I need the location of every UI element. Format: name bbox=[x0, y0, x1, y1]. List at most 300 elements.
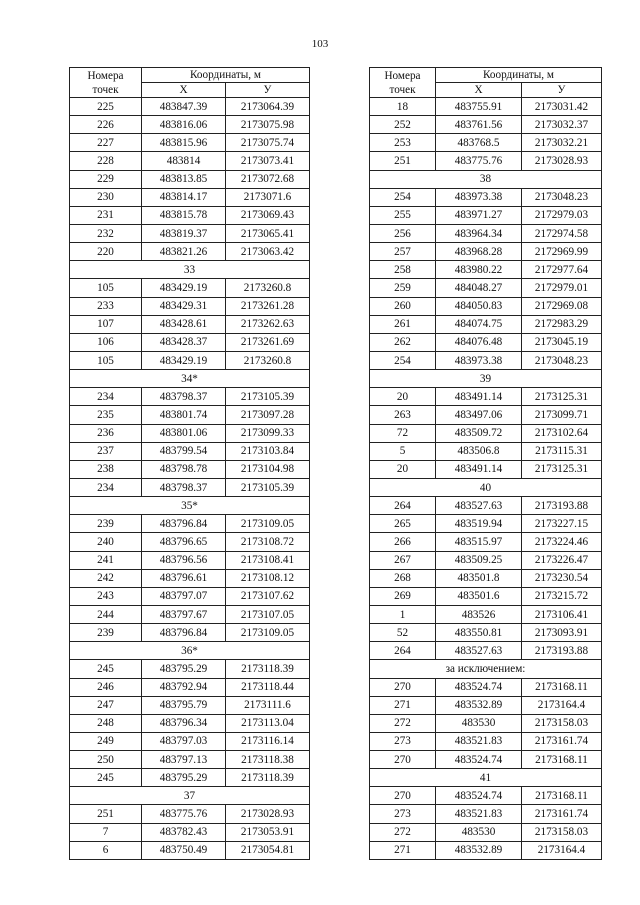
section-row bbox=[70, 370, 310, 388]
x-coordinate-cell: 483524.74 bbox=[436, 787, 522, 805]
point-number-cell: 264 bbox=[370, 497, 436, 515]
point-number-cell: 225 bbox=[70, 98, 142, 116]
table-row bbox=[370, 442, 602, 460]
point-number-cell: 229 bbox=[70, 170, 142, 188]
x-coordinate-cell: 483797.13 bbox=[142, 751, 226, 769]
table-row bbox=[70, 224, 310, 242]
x-coordinate-cell: 483797.03 bbox=[142, 732, 226, 750]
point-number-cell: 245 bbox=[70, 769, 142, 787]
y-coordinate-cell: 2173193.88 bbox=[522, 497, 602, 515]
point-number-cell: 272 bbox=[370, 714, 436, 732]
y-coordinate-cell: 2173104.98 bbox=[226, 460, 310, 478]
table-row bbox=[70, 98, 310, 116]
y-coordinate-cell: 2173224.46 bbox=[522, 533, 602, 551]
y-coordinate-cell: 2173113.04 bbox=[226, 714, 310, 732]
y-coordinate-cell: 2173118.39 bbox=[226, 769, 310, 787]
table-row bbox=[370, 224, 602, 242]
point-number-cell: 52 bbox=[370, 624, 436, 642]
table-row bbox=[70, 569, 310, 587]
y-coordinate-cell: 2173072.68 bbox=[226, 170, 310, 188]
point-number-cell: 105 bbox=[70, 351, 142, 369]
y-coordinate-cell: 2173075.98 bbox=[226, 116, 310, 134]
x-coordinate-cell: 483798.37 bbox=[142, 478, 226, 496]
y-coordinate-cell: 2173164.4 bbox=[522, 841, 602, 859]
x-header: X bbox=[142, 83, 226, 98]
y-coordinate-cell: 2173099.33 bbox=[226, 424, 310, 442]
table-row bbox=[370, 533, 602, 551]
y-coordinate-cell: 2173107.62 bbox=[226, 587, 310, 605]
table-row bbox=[70, 823, 310, 841]
y-coordinate-cell: 2173075.74 bbox=[226, 134, 310, 152]
points-header-line1: Номера bbox=[384, 69, 421, 82]
x-coordinate-cell: 483509.72 bbox=[436, 424, 522, 442]
x-coordinate-cell: 483796.65 bbox=[142, 533, 226, 551]
x-coordinate-cell: 483816.06 bbox=[142, 116, 226, 134]
x-coordinate-cell: 483501.6 bbox=[436, 587, 522, 605]
table-row bbox=[70, 170, 310, 188]
point-number-cell: 239 bbox=[70, 515, 142, 533]
x-coordinate-cell: 483550.81 bbox=[436, 624, 522, 642]
point-number-cell: 272 bbox=[370, 823, 436, 841]
point-number-cell: 273 bbox=[370, 732, 436, 750]
x-coordinate-cell: 483429.31 bbox=[142, 297, 226, 315]
table-row bbox=[370, 116, 602, 134]
y-coordinate-cell: 2173107.05 bbox=[226, 605, 310, 623]
section-label: 38 bbox=[370, 170, 602, 188]
y-coordinate-cell: 2173215.72 bbox=[522, 587, 602, 605]
y-coordinate-cell: 2173028.93 bbox=[226, 805, 310, 823]
table-row bbox=[370, 805, 602, 823]
section-label: 41 bbox=[370, 769, 602, 787]
y-coordinate-cell: 2173168.11 bbox=[522, 787, 602, 805]
point-number-cell: 261 bbox=[370, 315, 436, 333]
point-number-cell: 7 bbox=[70, 823, 142, 841]
y-coordinate-cell: 2173102.64 bbox=[522, 424, 602, 442]
y-coordinate-cell: 2172977.64 bbox=[522, 261, 602, 279]
point-number-cell: 267 bbox=[370, 551, 436, 569]
x-coordinate-cell: 483796.84 bbox=[142, 624, 226, 642]
table-row bbox=[370, 497, 602, 515]
table-row bbox=[370, 732, 602, 750]
x-coordinate-cell: 483428.61 bbox=[142, 315, 226, 333]
point-number-cell: 5 bbox=[370, 442, 436, 460]
coordinates-header: Координаты, м bbox=[436, 68, 602, 83]
table-row bbox=[70, 351, 310, 369]
table-row bbox=[70, 206, 310, 224]
x-coordinate-cell: 483795.79 bbox=[142, 696, 226, 714]
x-coordinate-cell: 483801.74 bbox=[142, 406, 226, 424]
table-row bbox=[70, 587, 310, 605]
point-number-cell: 226 bbox=[70, 116, 142, 134]
point-number-cell: 251 bbox=[70, 805, 142, 823]
table-row bbox=[70, 134, 310, 152]
point-number-cell: 18 bbox=[370, 98, 436, 116]
table-row bbox=[70, 769, 310, 787]
point-number-cell: 233 bbox=[70, 297, 142, 315]
point-number-cell: 260 bbox=[370, 297, 436, 315]
table-row bbox=[370, 333, 602, 351]
point-number-cell: 238 bbox=[70, 460, 142, 478]
y-coordinate-cell: 2173069.43 bbox=[226, 206, 310, 224]
coordinates-table-left bbox=[69, 67, 310, 860]
table-row bbox=[370, 351, 602, 369]
point-number-cell: 248 bbox=[70, 714, 142, 732]
section-label: 34* bbox=[70, 370, 310, 388]
y-coordinate-cell: 2173045.19 bbox=[522, 333, 602, 351]
y-coordinate-cell: 2173260.8 bbox=[226, 279, 310, 297]
table-row bbox=[370, 823, 602, 841]
point-number-cell: 107 bbox=[70, 315, 142, 333]
x-coordinate-cell: 483521.83 bbox=[436, 805, 522, 823]
y-coordinate-cell: 2172969.08 bbox=[522, 297, 602, 315]
section-row bbox=[70, 261, 310, 279]
point-number-cell: 265 bbox=[370, 515, 436, 533]
point-number-cell: 106 bbox=[70, 333, 142, 351]
point-number-cell: 228 bbox=[70, 152, 142, 170]
point-number-cell: 257 bbox=[370, 243, 436, 261]
point-number-cell: 235 bbox=[70, 406, 142, 424]
x-coordinate-cell: 483428.37 bbox=[142, 333, 226, 351]
y-header: У bbox=[226, 83, 310, 98]
x-coordinate-cell: 483797.67 bbox=[142, 605, 226, 623]
point-number-cell: 72 bbox=[370, 424, 436, 442]
point-number-cell: 244 bbox=[70, 605, 142, 623]
table-row bbox=[370, 714, 602, 732]
section-label: за исключением: bbox=[370, 660, 602, 678]
table-row bbox=[70, 732, 310, 750]
point-number-cell: 243 bbox=[70, 587, 142, 605]
y-coordinate-cell: 2173064.39 bbox=[226, 98, 310, 116]
point-number-cell: 241 bbox=[70, 551, 142, 569]
x-coordinate-cell: 483530 bbox=[436, 714, 522, 732]
x-coordinate-cell: 483429.19 bbox=[142, 351, 226, 369]
x-coordinate-cell: 483815.78 bbox=[142, 206, 226, 224]
y-coordinate-cell: 2173230.54 bbox=[522, 569, 602, 587]
point-number-cell: 220 bbox=[70, 243, 142, 261]
x-coordinate-cell: 483521.83 bbox=[436, 732, 522, 750]
table-row bbox=[70, 478, 310, 496]
table-row bbox=[370, 605, 602, 623]
table-row bbox=[70, 533, 310, 551]
table-row bbox=[70, 751, 310, 769]
table-row bbox=[370, 841, 602, 859]
point-number-cell: 250 bbox=[70, 751, 142, 769]
point-number-cell: 234 bbox=[70, 388, 142, 406]
section-row bbox=[370, 170, 602, 188]
point-number-cell: 230 bbox=[70, 188, 142, 206]
x-coordinate-cell: 483775.76 bbox=[142, 805, 226, 823]
table-row bbox=[370, 134, 602, 152]
section-row bbox=[70, 787, 310, 805]
y-coordinate-cell: 2172979.03 bbox=[522, 206, 602, 224]
point-number-cell: 263 bbox=[370, 406, 436, 424]
y-coordinate-cell: 2173125.31 bbox=[522, 388, 602, 406]
point-number-cell: 234 bbox=[70, 478, 142, 496]
section-row bbox=[370, 478, 602, 496]
point-number-cell: 236 bbox=[70, 424, 142, 442]
table-row bbox=[370, 515, 602, 533]
x-coordinate-cell: 483814 bbox=[142, 152, 226, 170]
table-body-left bbox=[70, 98, 310, 860]
point-number-cell: 255 bbox=[370, 206, 436, 224]
table-row bbox=[70, 551, 310, 569]
points-header bbox=[370, 68, 436, 98]
y-coordinate-cell: 2173048.23 bbox=[522, 351, 602, 369]
y-coordinate-cell: 2173226.47 bbox=[522, 551, 602, 569]
table-row bbox=[370, 751, 602, 769]
table-row bbox=[370, 388, 602, 406]
y-coordinate-cell: 2173118.38 bbox=[226, 751, 310, 769]
x-coordinate-cell: 483964.34 bbox=[436, 224, 522, 242]
table-row bbox=[70, 515, 310, 533]
table-row bbox=[70, 460, 310, 478]
y-coordinate-cell: 2173108.72 bbox=[226, 533, 310, 551]
y-coordinate-cell: 2173028.93 bbox=[522, 152, 602, 170]
point-number-cell: 1 bbox=[370, 605, 436, 623]
table-row bbox=[70, 297, 310, 315]
y-coordinate-cell: 2173109.05 bbox=[226, 624, 310, 642]
x-coordinate-cell: 483815.96 bbox=[142, 134, 226, 152]
point-number-cell: 20 bbox=[370, 388, 436, 406]
coordinates-header: Координаты, м bbox=[142, 68, 310, 83]
point-number-cell: 253 bbox=[370, 134, 436, 152]
table-row bbox=[70, 805, 310, 823]
x-coordinate-cell: 483768.5 bbox=[436, 134, 522, 152]
x-coordinate-cell: 483501.8 bbox=[436, 569, 522, 587]
y-coordinate-cell: 2173118.39 bbox=[226, 660, 310, 678]
table-row bbox=[370, 315, 602, 333]
section-row bbox=[370, 769, 602, 787]
y-coordinate-cell: 2173032.37 bbox=[522, 116, 602, 134]
y-coordinate-cell: 2173164.4 bbox=[522, 696, 602, 714]
table-row bbox=[370, 261, 602, 279]
point-number-cell: 239 bbox=[70, 624, 142, 642]
y-coordinate-cell: 2173161.74 bbox=[522, 805, 602, 823]
x-coordinate-cell: 483497.06 bbox=[436, 406, 522, 424]
y-header: У bbox=[522, 83, 602, 98]
y-coordinate-cell: 2173105.39 bbox=[226, 388, 310, 406]
y-coordinate-cell: 2173158.03 bbox=[522, 823, 602, 841]
table-row bbox=[70, 188, 310, 206]
table-row bbox=[370, 642, 602, 660]
y-coordinate-cell: 2173108.12 bbox=[226, 569, 310, 587]
x-coordinate-cell: 483526 bbox=[436, 605, 522, 623]
y-coordinate-cell: 2173065.41 bbox=[226, 224, 310, 242]
x-coordinate-cell: 483821.26 bbox=[142, 243, 226, 261]
x-coordinate-cell: 483798.78 bbox=[142, 460, 226, 478]
x-header: X bbox=[436, 83, 522, 98]
y-coordinate-cell: 2173116.14 bbox=[226, 732, 310, 750]
x-coordinate-cell: 483796.84 bbox=[142, 515, 226, 533]
x-coordinate-cell: 483799.54 bbox=[142, 442, 226, 460]
y-coordinate-cell: 2173115.31 bbox=[522, 442, 602, 460]
y-coordinate-cell: 2173168.11 bbox=[522, 678, 602, 696]
x-coordinate-cell: 483491.14 bbox=[436, 460, 522, 478]
section-label: 35* bbox=[70, 497, 310, 515]
point-number-cell: 249 bbox=[70, 732, 142, 750]
table-row bbox=[370, 678, 602, 696]
y-coordinate-cell: 2173105.39 bbox=[226, 478, 310, 496]
point-number-cell: 269 bbox=[370, 587, 436, 605]
x-coordinate-cell: 483429.19 bbox=[142, 279, 226, 297]
y-coordinate-cell: 2173168.11 bbox=[522, 751, 602, 769]
point-number-cell: 105 bbox=[70, 279, 142, 297]
y-coordinate-cell: 2173106.41 bbox=[522, 605, 602, 623]
section-label: 33 bbox=[70, 261, 310, 279]
y-coordinate-cell: 2173118.44 bbox=[226, 678, 310, 696]
point-number-cell: 252 bbox=[370, 116, 436, 134]
point-number-cell: 254 bbox=[370, 188, 436, 206]
point-number-cell: 268 bbox=[370, 569, 436, 587]
table-row bbox=[370, 460, 602, 478]
x-coordinate-cell: 483761.56 bbox=[436, 116, 522, 134]
section-row bbox=[370, 370, 602, 388]
table-row bbox=[70, 243, 310, 261]
y-coordinate-cell: 2173193.88 bbox=[522, 642, 602, 660]
table-row bbox=[370, 243, 602, 261]
point-number-cell: 259 bbox=[370, 279, 436, 297]
point-number-cell: 270 bbox=[370, 751, 436, 769]
table-row bbox=[70, 696, 310, 714]
point-number-cell: 258 bbox=[370, 261, 436, 279]
y-coordinate-cell: 2173053.91 bbox=[226, 823, 310, 841]
x-coordinate-cell: 483524.74 bbox=[436, 751, 522, 769]
x-coordinate-cell: 483792.94 bbox=[142, 678, 226, 696]
y-coordinate-cell: 2173063.42 bbox=[226, 243, 310, 261]
x-coordinate-cell: 483813.85 bbox=[142, 170, 226, 188]
point-number-cell: 254 bbox=[370, 351, 436, 369]
x-coordinate-cell: 483515.97 bbox=[436, 533, 522, 551]
y-coordinate-cell: 2173093.91 bbox=[522, 624, 602, 642]
section-label: 36* bbox=[70, 642, 310, 660]
x-coordinate-cell: 483797.07 bbox=[142, 587, 226, 605]
x-coordinate-cell: 483506.8 bbox=[436, 442, 522, 460]
y-coordinate-cell: 2173158.03 bbox=[522, 714, 602, 732]
table-row bbox=[370, 152, 602, 170]
point-number-cell: 270 bbox=[370, 678, 436, 696]
table-row bbox=[370, 188, 602, 206]
x-coordinate-cell: 483491.14 bbox=[436, 388, 522, 406]
table-body-right bbox=[370, 98, 602, 860]
table-row bbox=[70, 279, 310, 297]
table-row bbox=[70, 406, 310, 424]
point-number-cell: 240 bbox=[70, 533, 142, 551]
table-row bbox=[70, 424, 310, 442]
section-row bbox=[70, 497, 310, 515]
point-number-cell: 271 bbox=[370, 696, 436, 714]
x-coordinate-cell: 483801.06 bbox=[142, 424, 226, 442]
point-number-cell: 251 bbox=[370, 152, 436, 170]
point-number-cell: 271 bbox=[370, 841, 436, 859]
point-number-cell: 247 bbox=[70, 696, 142, 714]
x-coordinate-cell: 483519.94 bbox=[436, 515, 522, 533]
point-number-cell: 231 bbox=[70, 206, 142, 224]
x-coordinate-cell: 483527.63 bbox=[436, 497, 522, 515]
point-number-cell: 264 bbox=[370, 642, 436, 660]
point-number-cell: 232 bbox=[70, 224, 142, 242]
table-row bbox=[70, 660, 310, 678]
table-row bbox=[370, 787, 602, 805]
points-header-line2: точек bbox=[92, 83, 119, 96]
point-number-cell: 227 bbox=[70, 134, 142, 152]
point-number-cell: 266 bbox=[370, 533, 436, 551]
table-row bbox=[70, 605, 310, 623]
point-number-cell: 6 bbox=[70, 841, 142, 859]
table-row bbox=[70, 315, 310, 333]
x-coordinate-cell: 483795.29 bbox=[142, 660, 226, 678]
points-header-line2: точек bbox=[389, 83, 416, 96]
y-coordinate-cell: 2173260.8 bbox=[226, 351, 310, 369]
y-coordinate-cell: 2173261.69 bbox=[226, 333, 310, 351]
table-row bbox=[70, 152, 310, 170]
y-coordinate-cell: 2172974.58 bbox=[522, 224, 602, 242]
y-coordinate-cell: 2173054.81 bbox=[226, 841, 310, 859]
x-coordinate-cell: 483509.25 bbox=[436, 551, 522, 569]
y-coordinate-cell: 2173109.05 bbox=[226, 515, 310, 533]
table-row bbox=[370, 206, 602, 224]
table-row bbox=[70, 678, 310, 696]
table-row bbox=[370, 551, 602, 569]
x-coordinate-cell: 483782.43 bbox=[142, 823, 226, 841]
y-coordinate-cell: 2173073.41 bbox=[226, 152, 310, 170]
section-row bbox=[70, 642, 310, 660]
table-row bbox=[70, 841, 310, 859]
y-coordinate-cell: 2173048.23 bbox=[522, 188, 602, 206]
table-row bbox=[370, 587, 602, 605]
x-coordinate-cell: 483775.76 bbox=[436, 152, 522, 170]
table-row bbox=[70, 116, 310, 134]
section-label: 39 bbox=[370, 370, 602, 388]
x-coordinate-cell: 483750.49 bbox=[142, 841, 226, 859]
page-number: 103 bbox=[311, 38, 329, 50]
table-row bbox=[70, 388, 310, 406]
point-number-cell: 262 bbox=[370, 333, 436, 351]
x-coordinate-cell: 484048.27 bbox=[436, 279, 522, 297]
x-coordinate-cell: 483973.38 bbox=[436, 188, 522, 206]
table-row bbox=[370, 424, 602, 442]
x-coordinate-cell: 483796.34 bbox=[142, 714, 226, 732]
y-coordinate-cell: 2173262.63 bbox=[226, 315, 310, 333]
y-coordinate-cell: 2173099.71 bbox=[522, 406, 602, 424]
points-header bbox=[70, 68, 142, 98]
table-row bbox=[370, 406, 602, 424]
x-coordinate-cell: 483796.56 bbox=[142, 551, 226, 569]
table-row bbox=[370, 624, 602, 642]
section-label: 40 bbox=[370, 478, 602, 496]
point-number-cell: 237 bbox=[70, 442, 142, 460]
x-coordinate-cell: 483532.89 bbox=[436, 841, 522, 859]
point-number-cell: 246 bbox=[70, 678, 142, 696]
x-coordinate-cell: 483532.89 bbox=[436, 696, 522, 714]
y-coordinate-cell: 2173108.41 bbox=[226, 551, 310, 569]
x-coordinate-cell: 483980.22 bbox=[436, 261, 522, 279]
y-coordinate-cell: 2173227.15 bbox=[522, 515, 602, 533]
point-number-cell: 245 bbox=[70, 660, 142, 678]
x-coordinate-cell: 483755.91 bbox=[436, 98, 522, 116]
points-header-line1: Номера bbox=[87, 69, 124, 82]
x-coordinate-cell: 483524.74 bbox=[436, 678, 522, 696]
y-coordinate-cell: 2173125.31 bbox=[522, 460, 602, 478]
table-row bbox=[370, 696, 602, 714]
point-number-cell: 270 bbox=[370, 787, 436, 805]
x-coordinate-cell: 483530 bbox=[436, 823, 522, 841]
y-coordinate-cell: 2172969.99 bbox=[522, 243, 602, 261]
x-coordinate-cell: 483527.63 bbox=[436, 642, 522, 660]
y-coordinate-cell: 2173032.21 bbox=[522, 134, 602, 152]
table-row bbox=[370, 279, 602, 297]
x-coordinate-cell: 483819.37 bbox=[142, 224, 226, 242]
point-number-cell: 242 bbox=[70, 569, 142, 587]
